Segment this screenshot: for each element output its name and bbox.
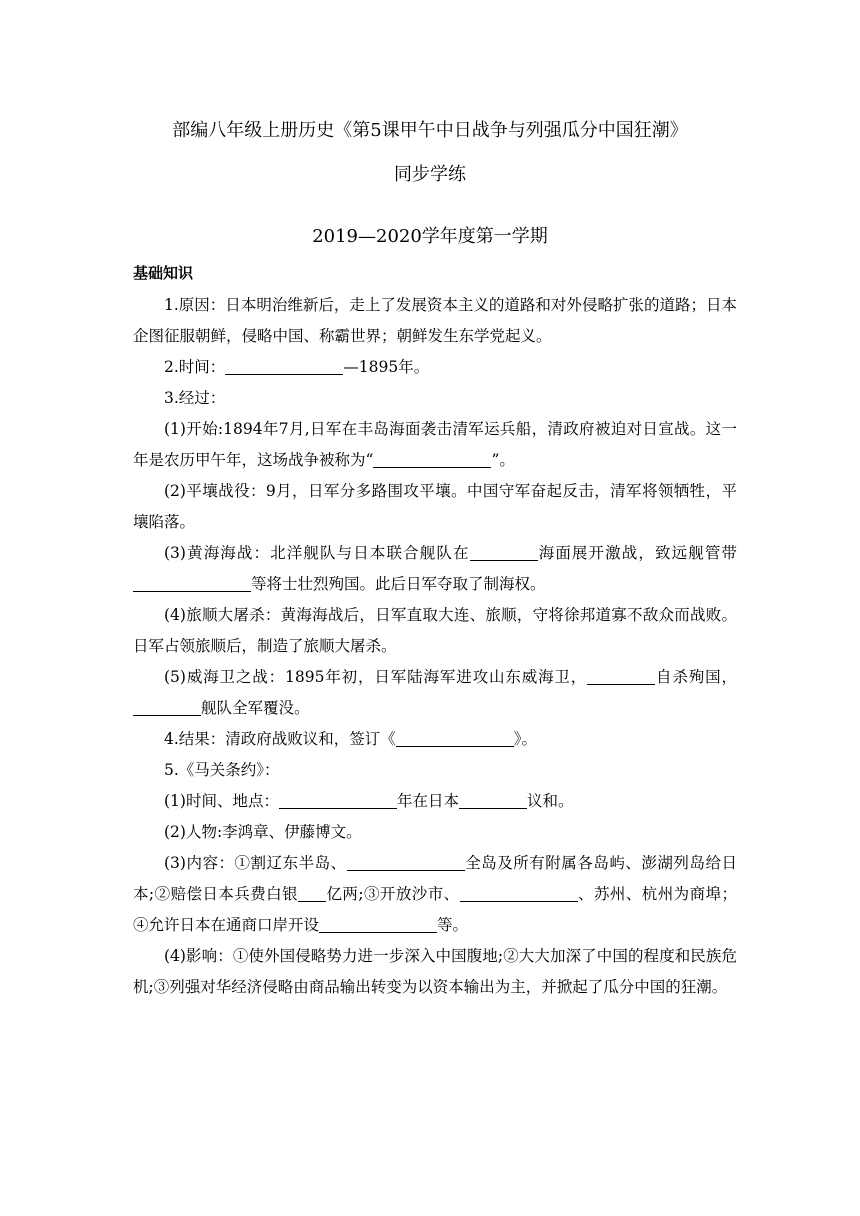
fill-blank[interactable]: [133, 699, 201, 716]
item-3-2: (2)平壤战役：9月，日军分多路围攻平壤。中国守军奋起反击，清军将领牺牲，平壤陷落。: [133, 482, 737, 531]
item-3-3: (3)黄海海战：北洋舰队与日本联合舰队在 海面展开激战，致远舰管带等将士壮烈殉国。此后日军夺取了制海权。: [133, 538, 737, 600]
item-3-4: (4)旅顺大屠杀：黄海海战后，日军直取大连、旅顺，守将徐邦道寡不敌众而战败。日军占领旅顺后，制造了旅顺大屠杀。: [133, 606, 737, 655]
fill-blank[interactable]: [298, 885, 326, 902]
item-3-1: (1)开始:1894年7月,日军在丰岛海面袭击清军运兵船，清政府被迫对日宣战。这一年是农历甲午年，这场战争被称为“ ”。: [133, 420, 737, 469]
item-3-5: (5)威海卫之战：1895年初，日军陆海军进攻山东威海卫， 自杀殉国，舰队全军覆没。: [133, 662, 737, 724]
fill-blank[interactable]: [460, 885, 578, 902]
fill-blank[interactable]: [133, 575, 251, 592]
fill-blank[interactable]: [279, 792, 397, 809]
document-title: 部编八年级上册历史《第5课甲午中日战争与列强瓜分中国狂潮》: [172, 120, 688, 141]
section-heading: 基础知识: [133, 264, 194, 282]
item-4: 4.结果：清政府战败议和，签订《 》。: [164, 730, 538, 748]
item-5: 5.《马关条约》：: [164, 761, 280, 779]
document-subtitle: 同步学练: [394, 164, 466, 185]
item-2: 2.时间： —1895年。: [164, 358, 430, 376]
item-5-2: (2)人物:李鸿章、伊藤博文。: [164, 823, 362, 841]
fill-blank[interactable]: [319, 916, 437, 933]
fill-blank[interactable]: [373, 451, 491, 468]
fill-blank[interactable]: [347, 854, 465, 871]
fill-blank[interactable]: [470, 544, 538, 561]
school-term: 2019—2020学年度第一学期: [312, 226, 548, 247]
item-5-1: (1)时间、地点： 年在日本 议和。: [164, 792, 574, 810]
fill-blank[interactable]: [396, 730, 514, 747]
item-5-4: (4)影响：①使外国侵略势力进一步深入中国腹地;②大大加深了中国的程度和民族危机;③列强对华经济侵略由商品输出转变为以资本输出为主，并掀起了瓜分中国的狂潮。: [133, 947, 737, 996]
item-5-3: (3)内容：①割辽东半岛、 全岛及所有附属各岛屿、澎湖列岛给日本;②赔偿日本兵费白银 亿两;③开放沙市、 、苏州、杭州为商埠；④允许日本在通商口岸开设 等。: [133, 854, 737, 934]
content-body: [133, 290, 737, 1003]
fill-blank[interactable]: [587, 668, 655, 685]
item-1: 1.原因：日本明治维新后，走上了发展资本主义的道路和对外侵略扩张的道路；日本企图征服朝鲜，侵略中国、称霸世界；朝鲜发生东学党起义。: [133, 296, 737, 345]
fill-blank[interactable]: [459, 792, 527, 809]
fill-blank[interactable]: [225, 358, 343, 375]
item-3: 3.经过：: [164, 389, 226, 407]
